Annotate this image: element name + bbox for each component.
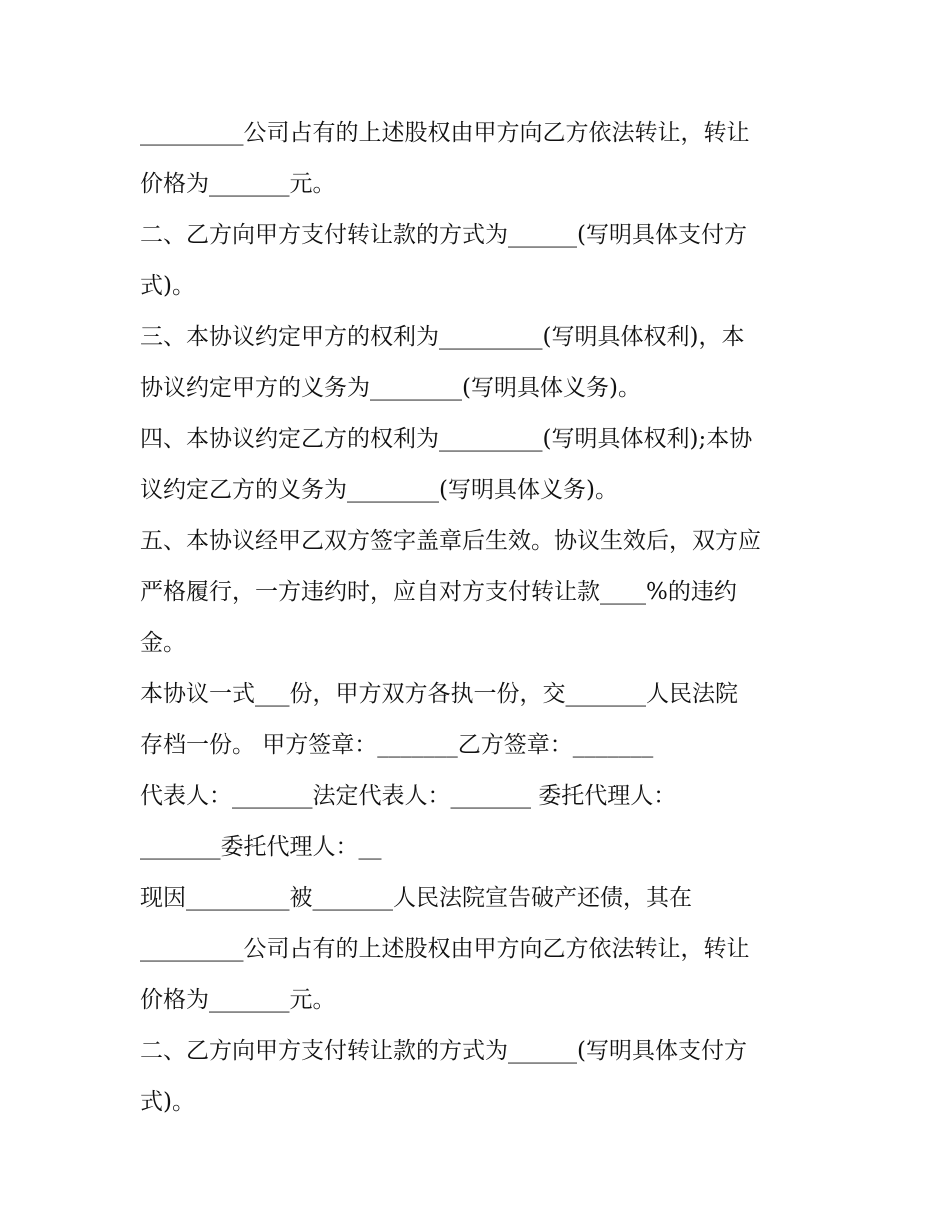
text-line: 二、乙方向甲方支付转让款的方式为______(写明具体支付方 [140, 222, 747, 248]
text-line: 协议约定甲方的义务为________(写明具体义务)。 [140, 375, 641, 401]
text-line: _______委托代理人：__ [140, 834, 382, 860]
text-line: 五、本协议经甲乙双方签字盖章后生效。协议生效后，双方应 [140, 528, 761, 554]
text-line: 四、本协议约定乙方的权利为_________(写明具体权利);本协 [140, 426, 753, 452]
text-line: 式)。 [140, 1089, 195, 1115]
text-line: 议约定乙方的义务为________(写明具体义务)。 [140, 477, 618, 503]
text-line: 三、本协议约定甲方的权利为_________(写明具体权利)，本 [140, 324, 745, 350]
text-line: 现因_________被_______人民法院宣告破产还债，其在 [140, 885, 692, 911]
text-line: 价格为_______元。 [140, 171, 336, 197]
text-line: 式)。 [140, 273, 195, 299]
text-line: 本协议一式___份，甲方双方各执一份，交_______人民法院 [140, 681, 738, 707]
text-line: 价格为_______元。 [140, 987, 336, 1013]
text-line: 金。 [140, 630, 186, 656]
text-line: _________公司占有的上述股权由甲方向乙方依法转让，转让 [140, 120, 750, 146]
text-line: 代表人：_______法定代表人：_______ 委托代理人： [140, 783, 677, 809]
document-body [140, 108, 830, 1128]
text-line: 存档一份。 甲方签章：_______乙方签章：_______ [140, 732, 654, 758]
text-line: 二、乙方向甲方支付转让款的方式为______(写明具体支付方 [140, 1038, 747, 1064]
text-line: _________公司占有的上述股权由甲方向乙方依法转让，转让 [140, 936, 750, 962]
text-line: 严格履行，一方违约时，应自对方支付转让款____%的违约 [140, 579, 737, 605]
